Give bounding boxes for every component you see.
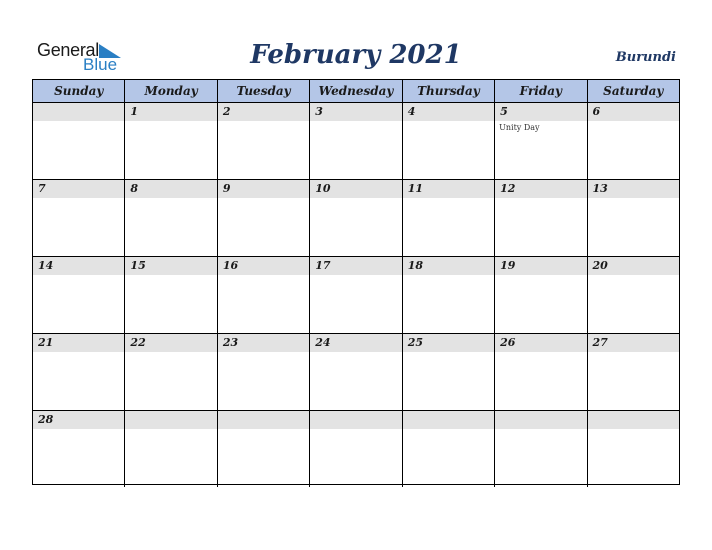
day-number-band bbox=[218, 411, 309, 429]
day-number-band bbox=[310, 411, 401, 429]
day-number-band bbox=[33, 180, 124, 198]
calendar-grid bbox=[32, 79, 680, 485]
day-number: 5 bbox=[500, 105, 508, 118]
weekday-thursday: Thursday bbox=[403, 80, 495, 102]
day-number-band bbox=[403, 103, 494, 121]
country-label: Burundi bbox=[615, 50, 676, 65]
weekday-tuesday: Tuesday bbox=[218, 80, 310, 102]
day-cell[interactable] bbox=[403, 411, 495, 487]
day-cell[interactable] bbox=[125, 103, 217, 179]
weekday-saturday: Saturday bbox=[603, 84, 664, 98]
day-number: 6 bbox=[592, 105, 601, 118]
day-number: 13 bbox=[592, 182, 608, 195]
day-number-band bbox=[33, 103, 124, 121]
calendar-week-row bbox=[33, 334, 679, 411]
day-number-band bbox=[218, 103, 309, 121]
day-cell[interactable] bbox=[33, 103, 125, 179]
day-number-band bbox=[125, 103, 216, 121]
day-cell[interactable] bbox=[310, 257, 402, 333]
day-cell[interactable] bbox=[218, 103, 310, 179]
day-number-band bbox=[218, 180, 309, 198]
day-cell[interactable] bbox=[310, 334, 402, 410]
day-cell[interactable] bbox=[495, 334, 587, 410]
day-number: 21 bbox=[38, 336, 54, 349]
day-number: 1 bbox=[130, 105, 139, 118]
day-number: 19 bbox=[500, 259, 516, 272]
day-number-band bbox=[310, 103, 401, 121]
day-cell[interactable] bbox=[403, 257, 495, 333]
day-number: 9 bbox=[222, 182, 231, 195]
day-number-band bbox=[495, 411, 586, 429]
calendar-week-row bbox=[33, 180, 679, 257]
day-cell[interactable] bbox=[218, 180, 310, 256]
day-number: 28 bbox=[38, 413, 54, 426]
day-number: 27 bbox=[592, 336, 608, 349]
day-number: 16 bbox=[222, 259, 239, 272]
calendar-week-row bbox=[33, 257, 679, 334]
day-cell[interactable] bbox=[125, 334, 217, 410]
day-number: 22 bbox=[130, 336, 146, 349]
day-cell[interactable] bbox=[33, 411, 125, 487]
weekday-friday: Friday bbox=[495, 80, 587, 102]
day-cell[interactable] bbox=[495, 411, 587, 487]
day-number: 17 bbox=[315, 259, 331, 272]
day-number-band bbox=[403, 411, 494, 429]
day-cell[interactable] bbox=[218, 411, 310, 487]
day-cell[interactable] bbox=[403, 103, 495, 179]
calendar-week-row bbox=[33, 411, 679, 487]
day-cell[interactable] bbox=[125, 257, 217, 333]
day-number: 20 bbox=[592, 259, 608, 272]
weekday-header-row bbox=[33, 80, 679, 103]
calendar-weeks bbox=[33, 103, 679, 487]
day-number: 11 bbox=[407, 182, 423, 195]
day-number: 4 bbox=[407, 105, 416, 118]
day-number-band bbox=[588, 103, 679, 121]
logo-text-general: General bbox=[37, 40, 99, 60]
day-number: 15 bbox=[130, 259, 146, 272]
calendar-title: February 2021 bbox=[250, 40, 462, 70]
day-number-band bbox=[125, 411, 216, 429]
weekday-sunday: Sunday bbox=[33, 80, 125, 102]
day-number: 12 bbox=[500, 182, 516, 195]
day-number: 18 bbox=[407, 259, 423, 272]
day-cell[interactable] bbox=[33, 180, 125, 256]
day-cell[interactable] bbox=[218, 334, 310, 410]
holiday-label: Unity Day bbox=[499, 123, 540, 132]
day-number-band bbox=[588, 411, 679, 429]
day-cell[interactable] bbox=[588, 257, 679, 333]
logo-text-blue: Blue bbox=[83, 55, 118, 74]
day-cell[interactable] bbox=[125, 180, 217, 256]
day-cell[interactable] bbox=[495, 257, 587, 333]
day-cell[interactable] bbox=[495, 180, 587, 256]
day-cell[interactable] bbox=[588, 411, 679, 487]
day-cell[interactable] bbox=[125, 411, 217, 487]
day-number: 3 bbox=[315, 105, 323, 118]
day-number: 7 bbox=[38, 182, 46, 195]
calendar-week-row bbox=[33, 103, 679, 180]
day-cell[interactable] bbox=[588, 103, 679, 179]
day-cell[interactable] bbox=[310, 411, 402, 487]
weekday-monday: Monday bbox=[125, 80, 217, 102]
day-number-band bbox=[125, 180, 216, 198]
day-number: 26 bbox=[500, 336, 516, 349]
weekday-wednesday: Wednesday bbox=[310, 80, 402, 102]
day-cell[interactable] bbox=[310, 180, 402, 256]
day-number: 25 bbox=[407, 336, 423, 349]
day-number: 8 bbox=[130, 182, 139, 195]
day-cell[interactable] bbox=[33, 334, 125, 410]
day-cell[interactable] bbox=[588, 180, 679, 256]
day-number: 2 bbox=[222, 105, 231, 118]
day-number: 10 bbox=[315, 182, 331, 195]
day-cell[interactable] bbox=[218, 257, 310, 333]
day-number: 24 bbox=[315, 336, 331, 349]
day-cell[interactable] bbox=[403, 334, 495, 410]
day-cell[interactable] bbox=[310, 103, 402, 179]
day-cell[interactable] bbox=[403, 180, 495, 256]
day-cell[interactable] bbox=[588, 334, 679, 410]
day-number: 14 bbox=[38, 259, 54, 272]
day-cell[interactable] bbox=[33, 257, 125, 333]
day-number: 23 bbox=[222, 336, 239, 349]
day-number-band bbox=[495, 103, 586, 121]
day-cell[interactable] bbox=[495, 103, 587, 179]
